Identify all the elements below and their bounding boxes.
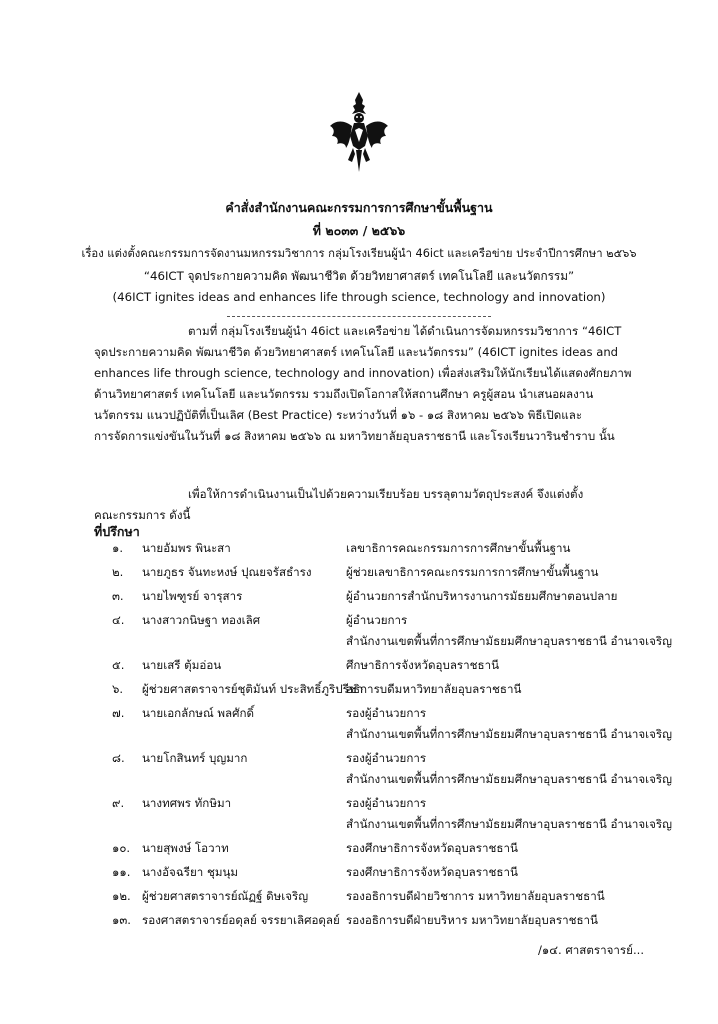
item-number: ๓. xyxy=(112,589,124,603)
paragraph-line: enhances life through science, technology and innovation) เพื่อส่งเสริมให้นักเรียนได้แสดงศักยภาพ xyxy=(94,366,632,380)
order-number: ที่ ๒๐๓๓ / ๒๕๖๖ xyxy=(312,223,406,238)
item-number: ๑๓. xyxy=(112,913,131,927)
list-item xyxy=(0,862,718,883)
member-name: นางสาวกนิษฐา ทองเลิศ xyxy=(142,613,261,627)
paragraph-background xyxy=(94,321,654,447)
list-item xyxy=(0,748,718,790)
member-position: สำนักงานเขตพื้นที่การศึกษามัธยมศึกษาอุบลราชธานี อำนาจเจริญ xyxy=(346,634,673,648)
garuda-emblem-icon xyxy=(326,90,392,176)
member-position: รองอธิการบดีฝ่ายวิชาการ มหาวิทยาลัยอุบลราชธานี xyxy=(346,889,605,903)
paragraph-line: คณะกรรมการ ดังนี้ xyxy=(94,508,191,522)
member-position: ผู้ช่วยเลขาธิการคณะกรรมการการศึกษาขั้นพื้นฐาน xyxy=(346,565,599,579)
paragraph-line: การจัดการแข่งขันในวันที่ ๑๘ สิงหาคม ๒๕๖๖ ณ มหาวิทยาลัยอุบลราชธานี และโรงเรียนวารินชำราบ นั้น xyxy=(94,429,615,443)
list-item xyxy=(0,538,718,559)
member-position: ผู้อำนวยการ xyxy=(346,613,408,627)
member-name: นายเสรี ตุ้มอ่อน xyxy=(142,658,222,672)
item-number: ๕. xyxy=(112,658,125,672)
member-position: ศึกษาธิการจังหวัดอุบลราชธานี xyxy=(346,658,500,672)
advisor-list xyxy=(0,538,718,928)
member-name: ผู้ช่วยศาสตราจารย์ณัฏฐ์ ดิษเจริญ xyxy=(142,889,309,903)
list-item xyxy=(0,793,718,835)
member-position: รองผู้อำนวยการ xyxy=(346,706,427,720)
event-theme-thai: “46ICT จุดประกายความคิด พัฒนาชีวิต ด้วยวิทยาศาสตร์ เทคโนโลยี และนวัตกรรม” xyxy=(143,269,575,283)
event-theme-english: (46ICT ignites ideas and enhances life through science, technology and innovation) xyxy=(112,290,606,304)
continuation-note: /๑๔. ศาสตราจารย์... xyxy=(538,943,645,957)
paragraph-line: จุดประกายความคิด พัฒนาชีวิต ด้วยวิทยาศาสตร์ เทคโนโลยี และนวัตกรรม” (46ICT ignites ideas and xyxy=(94,345,619,359)
item-number: ๗. xyxy=(112,706,125,720)
member-position: รองอธิการบดีฝ่ายบริหาร มหาวิทยาลัยอุบลราชธานี xyxy=(346,913,598,927)
separator-line xyxy=(227,316,491,317)
list-item xyxy=(0,586,718,607)
paragraph-line: ด้านวิทยาศาสตร์ เทคโนโลยี และนวัตกรรม รวมถึงเปิดโอกาสให้สถานศึกษา ครูผู้สอน นำเสนอผลงาน xyxy=(94,387,594,401)
item-number: ๒. xyxy=(112,565,124,579)
item-number: ๑. xyxy=(112,541,124,555)
member-position: รองผู้อำนวยการ xyxy=(346,751,427,765)
member-name: นางอัจฉรียา ชุมนุม xyxy=(142,865,239,879)
order-subject: เรื่อง แต่งตั้งคณะกรรมการจัดงานมหกรรมวิชาการ กลุ่มโรงเรียนผู้นำ 46ict และเครือข่าย ประจำปีการศึกษา ๒๕๖๖ xyxy=(81,247,637,260)
member-name: ผู้ช่วยศาสตราจารย์ชุติมันท์ ประสิทธิ์ภูริปรีชา xyxy=(142,682,364,696)
member-position: สำนักงานเขตพื้นที่การศึกษามัธยมศึกษาอุบลราชธานี อำนาจเจริญ xyxy=(346,727,673,741)
list-item xyxy=(0,886,718,907)
member-name: นายอัมพร พินะสา xyxy=(142,541,231,555)
item-number: ๙. xyxy=(112,796,125,810)
paragraph-line: เพื่อให้การดำเนินงานเป็นไปด้วยความเรียบร้อย บรรลุตามวัตถุประสงค์ จึงแต่งตั้ง xyxy=(188,487,584,501)
member-name: รองศาสตราจารย์อดุลย์ จรรยาเลิศอดุลย์ xyxy=(142,913,340,927)
list-item xyxy=(0,838,718,859)
member-position: ผู้อำนวยการสำนักบริหารงานการมัธยมศึกษาตอนปลาย xyxy=(346,589,618,603)
item-number: ๖. xyxy=(112,682,124,696)
member-name: นายไพฑูรย์ จารุสาร xyxy=(142,589,243,603)
member-name: นายโกสินทร์ บุญมาก xyxy=(142,751,248,765)
member-position: อธิการบดีมหาวิทยาลัยอุบลราชธานี xyxy=(346,682,522,696)
member-position: รองผู้อำนวยการ xyxy=(346,796,427,810)
order-title: คำสั่งสำนักงานคณะกรรมการการศึกษาขั้นพื้นฐาน xyxy=(225,200,493,215)
member-position: เลขาธิการคณะกรรมการการศึกษาขั้นพื้นฐาน xyxy=(346,541,571,555)
section-heading-advisors: ที่ปรึกษา xyxy=(94,524,140,539)
member-name: นางทศพร ทักษิมา xyxy=(142,796,232,810)
member-name: นายภูธร จันทะหงษ์ ปุณยจรัสธำรง xyxy=(142,565,312,579)
item-number: ๘. xyxy=(112,751,125,765)
paragraph-line: ตามที่ กลุ่มโรงเรียนผู้นำ 46ict และเครือข่าย ได้ดำเนินการจัดมหกรรมวิชาการ “46ICT xyxy=(188,324,622,338)
paragraph-line: นวัตกรรม แนวปฏิบัติที่เป็นเลิศ (Best Practice) ระหว่างวันที่ ๑๖ - ๑๘ สิงหาคม ๒๕๖๖ พิธีเปิดและ xyxy=(94,408,583,422)
list-item xyxy=(0,562,718,583)
list-item xyxy=(0,910,718,931)
item-number: ๑๐. xyxy=(112,841,131,855)
list-item xyxy=(0,703,718,745)
member-position: รองศึกษาธิการจังหวัดอุบลราชธานี xyxy=(346,841,518,855)
list-item xyxy=(0,655,718,676)
member-position: สำนักงานเขตพื้นที่การศึกษามัธยมศึกษาอุบลราชธานี อำนาจเจริญ xyxy=(346,772,673,786)
member-name: นายสุพงษ์ โอวาท xyxy=(142,841,229,855)
item-number: ๔. xyxy=(112,613,125,627)
item-number: ๑๑. xyxy=(112,865,131,879)
paragraph-purpose xyxy=(94,484,654,526)
item-number: ๑๒. xyxy=(112,889,131,903)
member-name: นายเอกลักษณ์ พลศักดิ์ xyxy=(142,706,255,720)
member-position: รองศึกษาธิการจังหวัดอุบลราชธานี xyxy=(346,865,518,879)
list-item xyxy=(0,679,718,700)
list-item xyxy=(0,610,718,652)
member-position: สำนักงานเขตพื้นที่การศึกษามัธยมศึกษาอุบลราชธานี อำนาจเจริญ xyxy=(346,817,673,831)
